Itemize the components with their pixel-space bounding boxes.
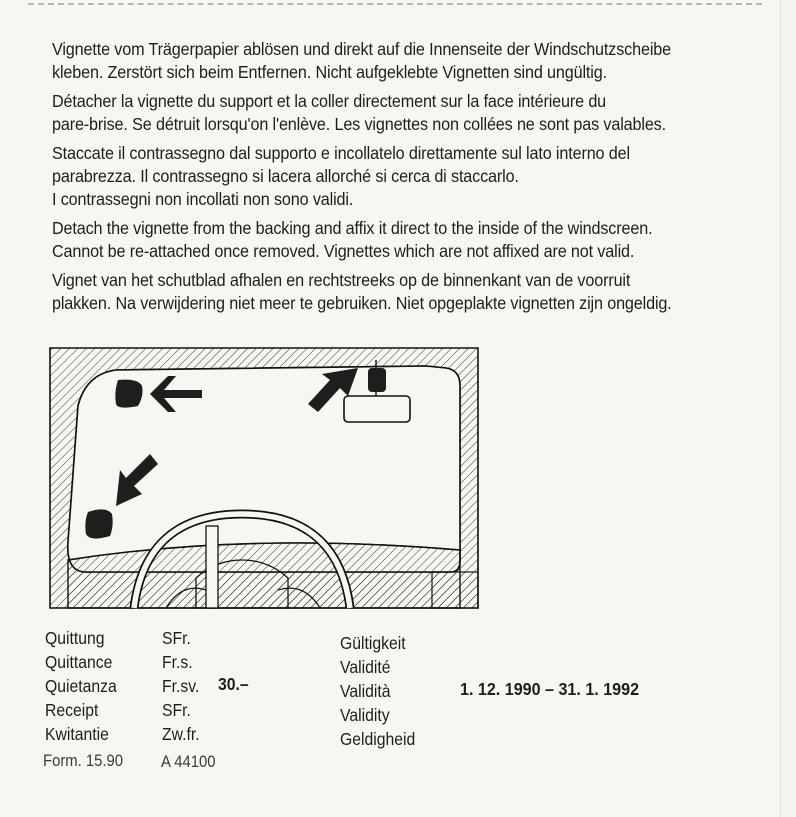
instructions-it: Staccate il contrassegno dal supporto e incollatelo direttamente sul lato interno del parabrezza. Il contrassegno si lacera allorché si cerca di staccarlo. I contrassegni non incollati non sono validi.: [52, 143, 630, 209]
validity-period: 1. 12. 1990 – 31. 1. 1992: [460, 679, 640, 699]
validity-labels: Gültigkeit Validité Validità Validity Geldigheid: [340, 633, 416, 749]
receipt-labels: Quittung Quittance Quietanza Receipt Kwitantie: [45, 628, 117, 744]
windscreen-diagram: [46, 346, 480, 610]
serial-number: A 44100: [161, 753, 216, 771]
instructions-fr: Détacher la vignette du support et la coller directement sur la face intérieure du pare-brise. Se détruit lorsqu'on l'enlève. Les vignettes non collées ne sont pas valables.: [52, 91, 666, 134]
instructions-en: Detach the vignette from the backing and affix it direct to the inside of the windscreen. Cannot be re-attached once removed. Vignettes which are not affixed are not valid.: [52, 218, 653, 261]
price-amount: 30.–: [218, 674, 249, 694]
instructions-de: Vignette vom Trägerpapier ablösen und direkt auf die Innenseite der Windschutzscheibe kleben. Zerstört sich beim Entfernen. Nicht aufgeklebte Vignetten sind ungültig.: [52, 39, 671, 82]
vignette-position-mark-top: [368, 368, 386, 392]
instructions-block: [52, 38, 767, 321]
instructions-nl: Vignet van het schutblad afhalen en rechtstreeks op de binnenkant van de voorruit plakken. Na verwijdering niet meer te gebruiken. Niet opgeplakte vignetten zijn ongeldig.: [52, 270, 672, 313]
currency-labels: SFr. Fr.s. Fr.sv. SFr. Zw.fr.: [162, 628, 200, 744]
form-number: Form. 15.90: [43, 752, 124, 770]
perforation-line: [28, 3, 762, 5]
